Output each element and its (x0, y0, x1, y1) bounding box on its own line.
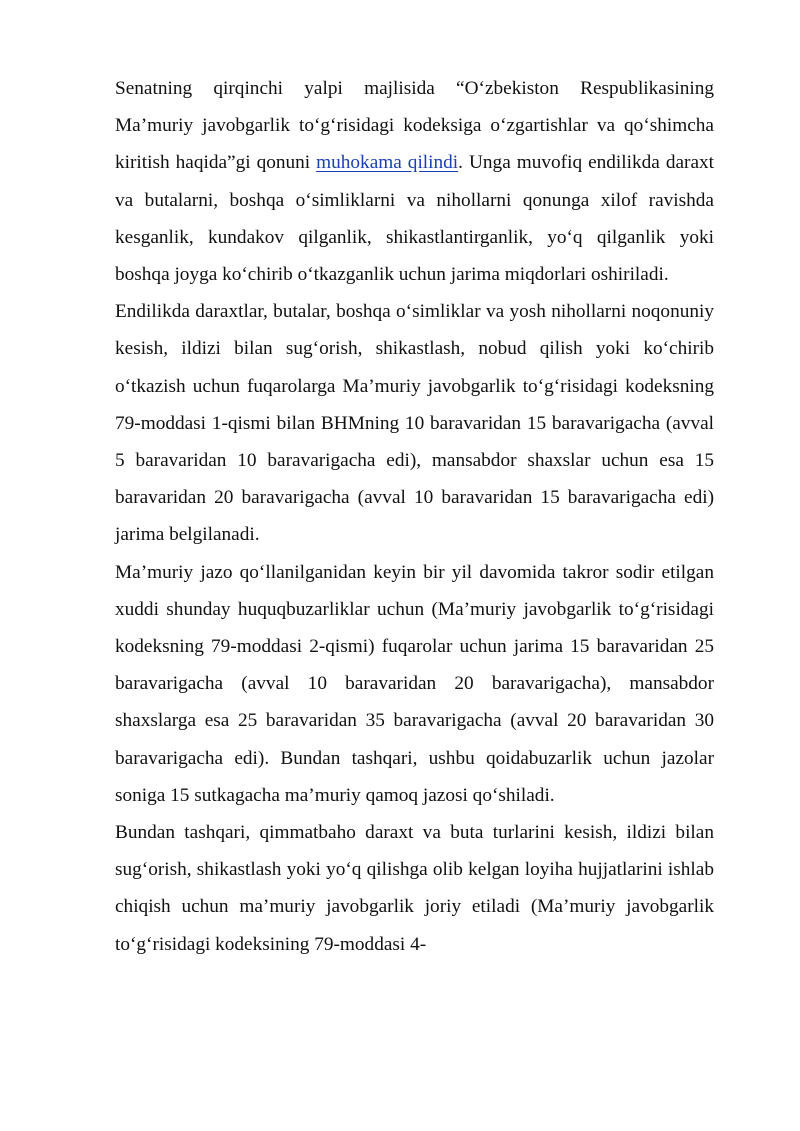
paragraph-project-documents-article-79-part-4: Bundan tashqari, qimmatbaho daraxt va buta turlarini kesish, ildizi bilan sug‘orish, shikastlash yoki yo‘q qilishga olib kelgan loyiha hujjatlarini ishlab chiqish uchun ma’muriy javobgarlik joriy etiladi (Ma’muriy javobgarlik to‘g‘risidagi kodeksining 79-moddasi 4- (115, 822, 714, 955)
paragraph-senate-session (115, 70, 714, 293)
paragraph-fines-article-79-part-1: Endilikda daraxtlar, butalar, boshqa o‘simliklar va yosh nihollarni noqonuniy kesish, ildizi bilan sug‘orish, shikastlash, nobud qilish yoki ko‘chirib o‘tkazish uchun fuqarolarga Ma’muriy javobgarlik to‘g‘risidagi kodeksning 79-moddasi 1-qismi bilan BHMning 10 baravaridan 15 baravarigacha (avval 5 baravaridan 10 baravarigacha edi), mansabdor shaxslar uchun esa 15 baravaridan 20 baravarigacha (avval 10 baravaridan 15 baravarigacha edi) jarima belgilanadi. (115, 301, 714, 546)
paragraph-1-text-after: . Unga muvofiq endilikda daraxt va butalarni, boshqa o‘simliklarni va nihollarni qonunga xilof ravishda kesganlik, kundakov qilganlik, shikastlantirganlik, yo‘q qilganlik yoki boshqa joyga ko‘chirib o‘tkazganlik uchun jarima miqdorlari oshiriladi. (115, 152, 715, 286)
paragraph-1-text-before: Senatning qirqinchi yalpi majlisida “O‘zbekiston Respublikasining Ma’muriy javobgarlik to‘g‘risidagi kodeksiga o‘zgartishlar va qo‘shimcha kiritish haqida”gi qonuni (115, 78, 714, 174)
paragraph-repeat-offenses-article-79-part-2: Ma’muriy jazo qo‘llanilganidan keyin bir yil davomida takror sodir etilgan xuddi shunday huquqbuzarliklar uchun (Ma’muriy javobgarlik to‘g‘risidagi kodeksning 79-moddasi 2-qismi) fuqarolar uchun jarima 15 baravaridan 25 baravarigacha (avval 10 baravaridan 20 baravarigacha), mansabdor shaxslarga esa 25 baravaridan 35 baravarigacha (avval 20 baravaridan 30 baravarigacha edi). Bundan tashqari, ushbu qoidabuzarlik uchun jazolar soniga 15 sutkagacha ma’muriy qamoq jazosi qo‘shiladi. (115, 561, 714, 806)
discussed-link[interactable]: muhokama qilindi (316, 152, 459, 174)
document-page (115, 70, 714, 963)
